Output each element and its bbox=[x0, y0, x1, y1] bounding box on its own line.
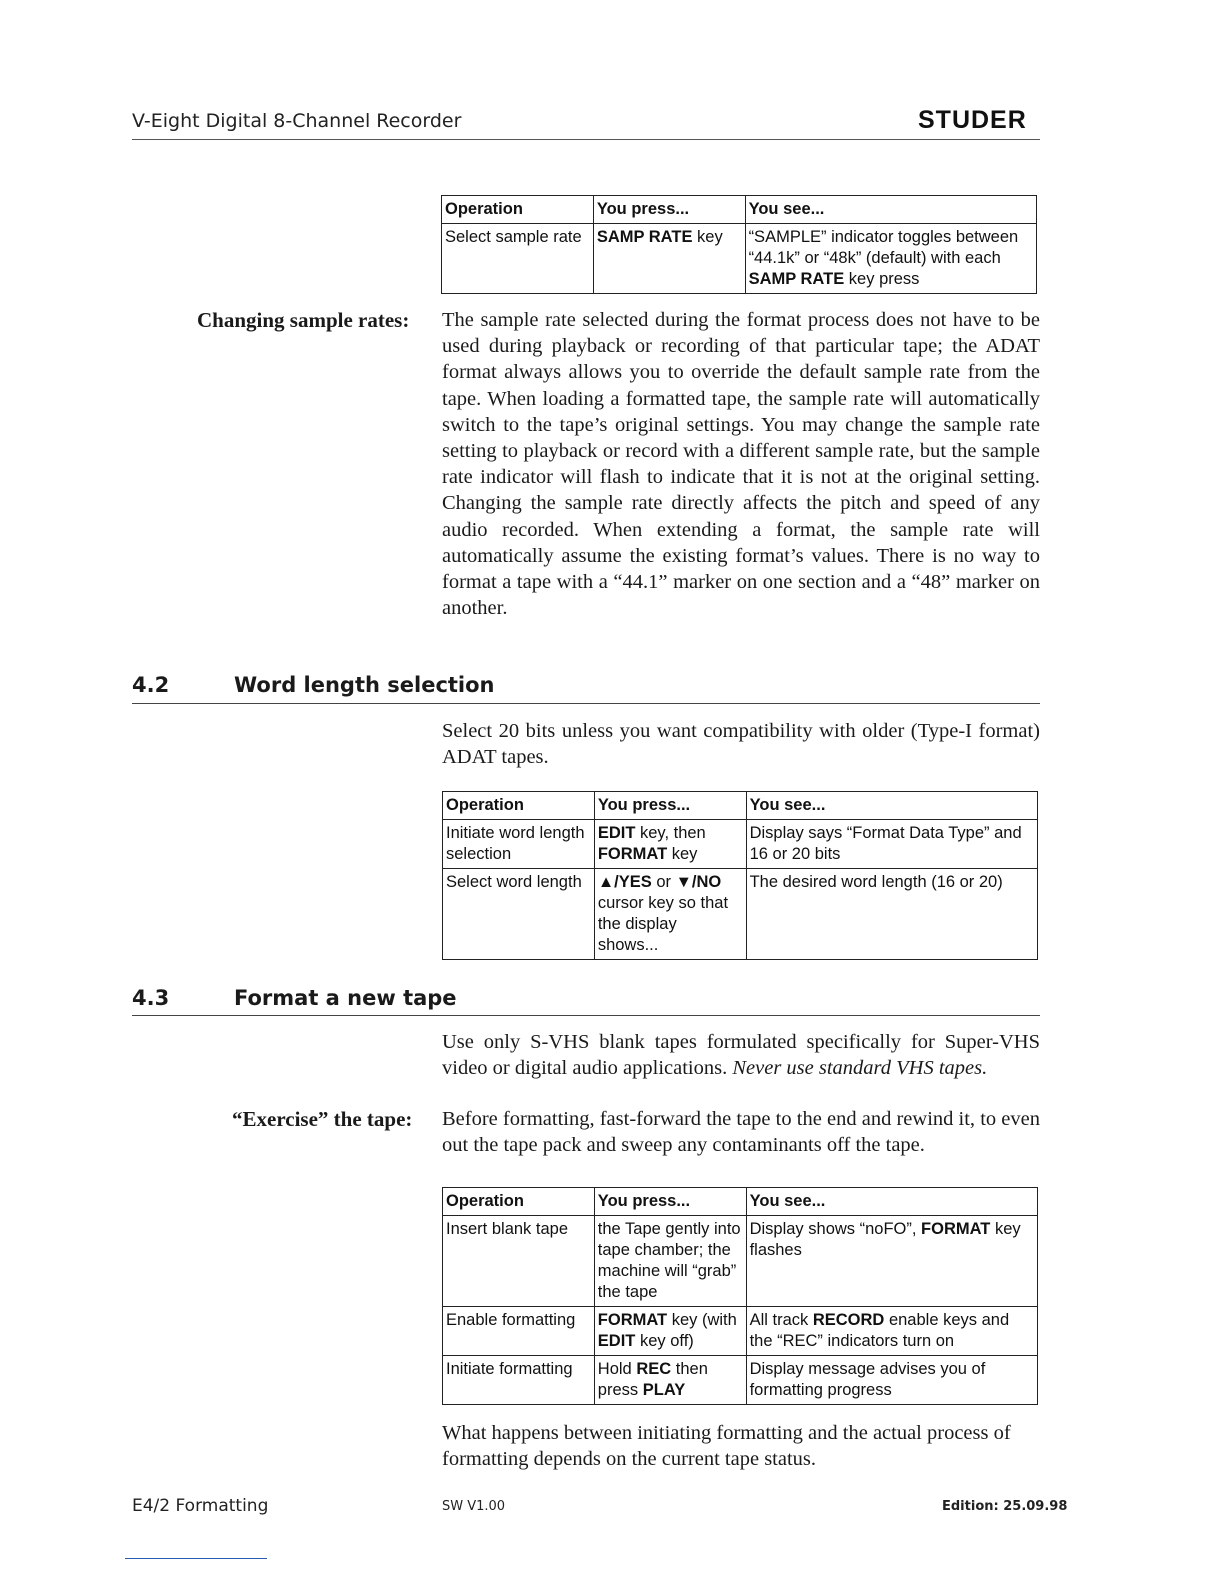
header-rule bbox=[132, 139, 1040, 140]
word-length-table bbox=[442, 791, 1038, 960]
section-4-2-title: Word length selection bbox=[234, 673, 495, 697]
press-text: key bbox=[667, 845, 698, 863]
operation-cell: Insert blank tape bbox=[443, 1216, 595, 1307]
column-header-you-see: You see... bbox=[745, 196, 1036, 224]
key-name: RECORD bbox=[812, 1311, 885, 1329]
see-cell: The desired word length (16 or 20) bbox=[746, 869, 1037, 960]
column-header-you-press: You press... bbox=[594, 1188, 746, 1216]
up-yes-key: ▲/YES bbox=[597, 873, 652, 891]
column-header-you-press: You press... bbox=[593, 196, 745, 224]
key-name: PLAY bbox=[642, 1381, 686, 1399]
see-text: All track bbox=[749, 1311, 813, 1329]
press-text: key (with bbox=[667, 1311, 737, 1329]
press-text: or bbox=[651, 873, 676, 891]
press-text: Hold bbox=[597, 1360, 637, 1378]
footer-blue-line bbox=[125, 1558, 267, 1559]
table-row bbox=[443, 1216, 1038, 1307]
warning-text: Never use standard VHS tapes. bbox=[732, 1057, 988, 1080]
closing-paragraph: What happens between initiating formatting and the actual process of formatting depends on the current tape status. bbox=[442, 1422, 1011, 1471]
changing-sample-rates-text: The sample rate selected during the format process does not have to be used during playback or recording of that particular tape; the ADAT format always allows you to override the default sample rate from the tape. When loading a formatted tape, the sample rate will automatically switch to the tape’s original settings. You may change the sample rate setting to playback or record with a different sample rate, but the sample rate indicator will flash to indicate that it is not at the original setting. Changing the sample rate directly affects the pitch and speed of any audio recorded. When extending a format, the sample rate will automatically assume the existing format’s values. There is no way to format a tape with a “44.1” marker on one section and a “48” marker on another. bbox=[442, 309, 1040, 620]
press-cell bbox=[594, 869, 746, 960]
press-text: key, then bbox=[635, 824, 706, 842]
section-4-3-intro bbox=[442, 1029, 1040, 1081]
key-name: REC bbox=[636, 1360, 672, 1378]
operation-cell: Initiate word length selection bbox=[443, 820, 595, 869]
table-row bbox=[443, 1307, 1038, 1356]
see-text: “SAMPLE” indicator toggles between “44.1k” or “48k” (default) with each bbox=[748, 228, 1019, 267]
table-header-row bbox=[443, 792, 1038, 820]
operation-cell: Select sample rate bbox=[442, 224, 594, 294]
see-text: Display shows “noFO”, bbox=[749, 1220, 922, 1238]
see-cell: Display message advises you of formatting progress bbox=[746, 1356, 1037, 1405]
key-name: EDIT bbox=[597, 1332, 636, 1350]
exercise-tape-label: “Exercise” the tape: bbox=[232, 1107, 413, 1131]
intro-text: Use only S-VHS blank tapes formulated specifically for Super-VHS video or digital audio applications. bbox=[442, 1031, 1040, 1080]
see-cell bbox=[746, 1307, 1037, 1356]
section-4-2-intro: Select 20 bits unless you want compatibility with older (Type-I format) ADAT tapes. bbox=[442, 720, 1040, 769]
press-text: then press bbox=[597, 1360, 708, 1399]
column-header-you-see: You see... bbox=[746, 792, 1037, 820]
studer-logo: STUDER bbox=[918, 106, 1027, 134]
see-cell bbox=[745, 224, 1036, 294]
table-row bbox=[443, 1356, 1038, 1405]
press-cell bbox=[594, 820, 746, 869]
section-4-2-number: 4.2 bbox=[132, 673, 170, 697]
document-header-title: V-Eight Digital 8-Channel Recorder bbox=[132, 110, 462, 132]
column-header-you-see: You see... bbox=[746, 1188, 1037, 1216]
press-text: key bbox=[692, 228, 723, 246]
footer-edition: Edition: 25.09.98 bbox=[942, 1499, 1068, 1514]
footer-software-version: SW V1.00 bbox=[442, 1499, 506, 1514]
see-text: key press bbox=[844, 270, 920, 288]
column-header-operation: Operation bbox=[443, 792, 595, 820]
press-cell bbox=[594, 1356, 746, 1405]
table-header-row bbox=[443, 1188, 1038, 1216]
section-4-3-rule bbox=[132, 1015, 1040, 1016]
table-row bbox=[443, 869, 1038, 960]
key-name: FORMAT bbox=[597, 845, 668, 863]
sample-rate-table bbox=[441, 195, 1037, 294]
section-4-3-title: Format a new tape bbox=[234, 986, 457, 1010]
footer-section-label: E4/2 Formatting bbox=[132, 1496, 269, 1516]
down-no-key: ▼/NO bbox=[675, 873, 722, 891]
see-text: enable keys and the “REC” indicators turn on bbox=[749, 1311, 1010, 1350]
key-name: FORMAT bbox=[921, 1220, 991, 1238]
section-4-3-number: 4.3 bbox=[132, 986, 170, 1010]
key-name: SAMP RATE bbox=[748, 270, 845, 288]
section-4-2-rule bbox=[132, 703, 1040, 704]
format-tape-table bbox=[442, 1187, 1038, 1405]
key-name: SAMP RATE bbox=[596, 228, 693, 246]
operation-cell: Select word length bbox=[443, 869, 595, 960]
table-header-row bbox=[442, 196, 1037, 224]
table-row bbox=[442, 224, 1037, 294]
press-text: key off) bbox=[635, 1332, 694, 1350]
changing-sample-rates-label: Changing sample rates: bbox=[197, 308, 410, 332]
press-cell: the Tape gently into tape chamber; the machine will “grab” the tape bbox=[594, 1216, 746, 1307]
column-header-operation: Operation bbox=[442, 196, 594, 224]
operation-cell: Initiate formatting bbox=[443, 1356, 595, 1405]
press-cell bbox=[594, 1307, 746, 1356]
column-header-you-press: You press... bbox=[594, 792, 746, 820]
key-name: FORMAT bbox=[597, 1311, 668, 1329]
see-cell: Display says “Format Data Type” and 16 or 20 bits bbox=[746, 820, 1037, 869]
operation-cell: Enable formatting bbox=[443, 1307, 595, 1356]
see-cell bbox=[746, 1216, 1037, 1307]
key-name: EDIT bbox=[597, 824, 636, 842]
see-text: key flashes bbox=[749, 1220, 1021, 1259]
column-header-operation: Operation bbox=[443, 1188, 595, 1216]
table-row bbox=[443, 820, 1038, 869]
press-cell bbox=[593, 224, 745, 294]
press-text: cursor key so that the display shows... bbox=[597, 894, 729, 954]
exercise-tape-text: Before formatting, fast-forward the tape to the end and rewind it, to even out the tape pack and sweep any contaminants off the tape. bbox=[442, 1108, 1040, 1157]
